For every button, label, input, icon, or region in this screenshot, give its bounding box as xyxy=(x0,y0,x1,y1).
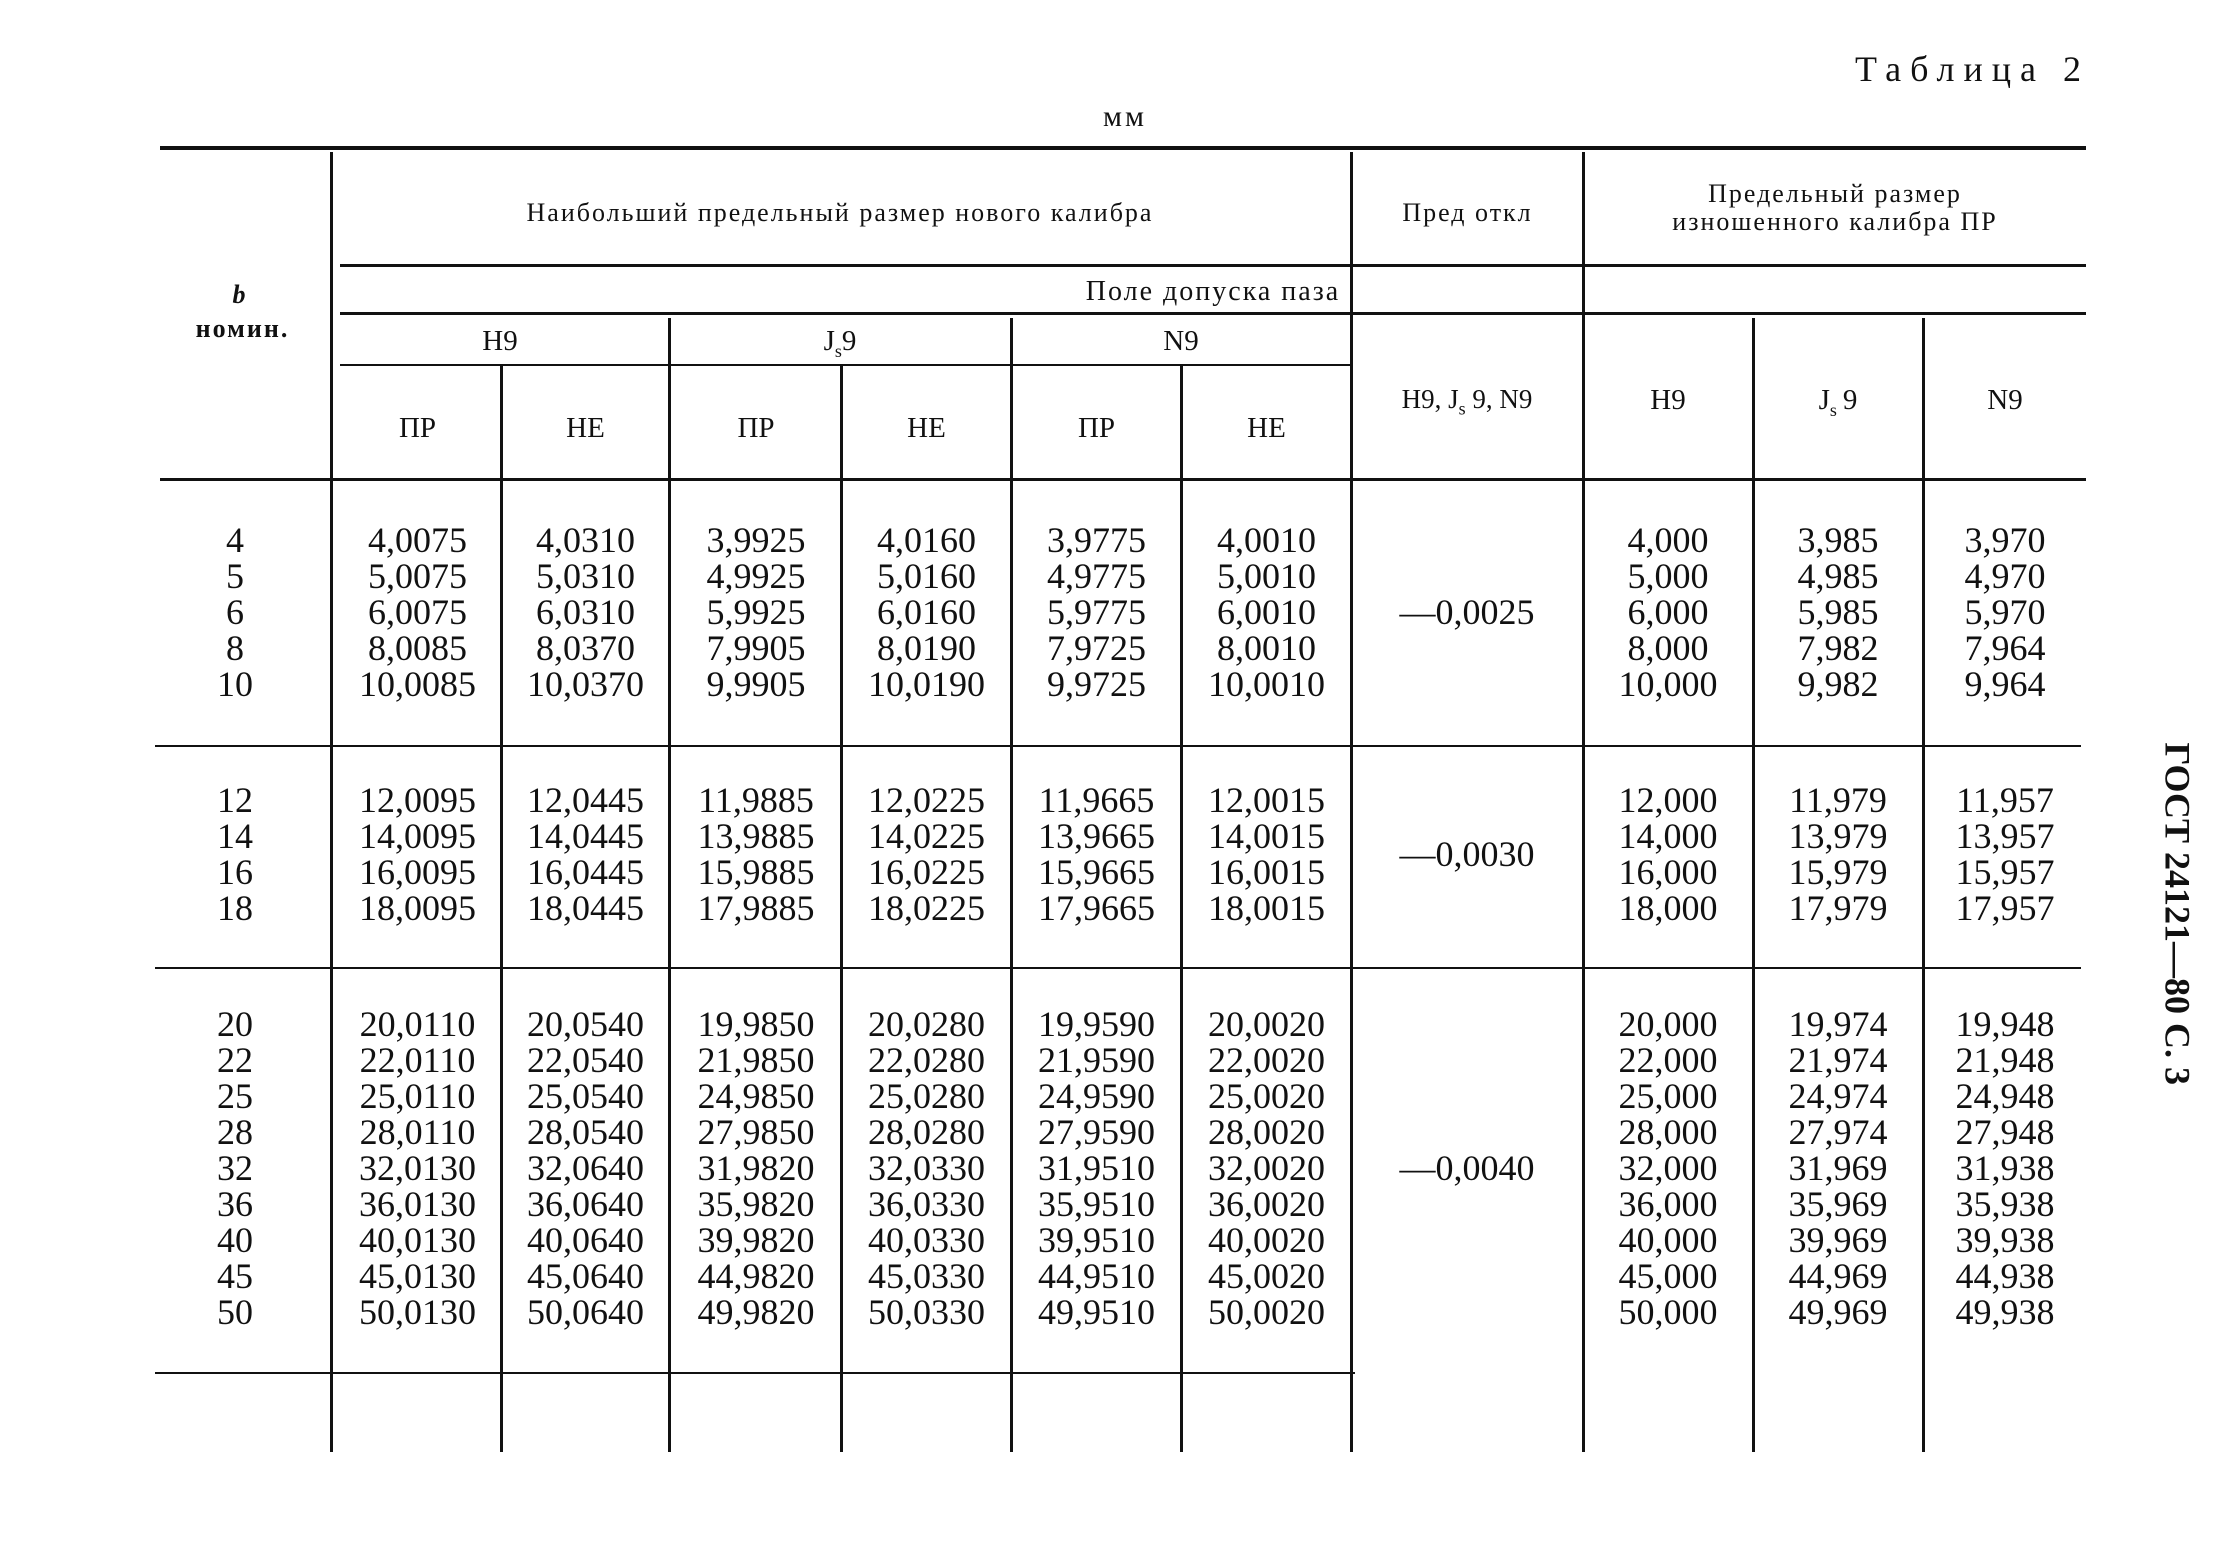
b-nominal-header: номин. xyxy=(195,314,290,343)
table-cell: 39,9510 xyxy=(1038,1220,1155,1260)
table-cell: 21,9590 xyxy=(1038,1040,1155,1080)
table-cell: 14,0095 xyxy=(359,816,476,856)
table-cell: 4,970 xyxy=(1964,556,2046,596)
table-cell: 4,000 xyxy=(1627,520,1709,560)
column-h9-go xyxy=(335,782,500,926)
table-cell: 3,9775 xyxy=(1047,520,1146,560)
table-cell: 8,000 xyxy=(1627,628,1709,668)
table-cell: 9,982 xyxy=(1797,664,1879,704)
table-cell: 22,0280 xyxy=(868,1040,985,1080)
table-cell: 17,9665 xyxy=(1038,888,1155,928)
table-cell: 10,000 xyxy=(1618,664,1718,704)
combined-tolerance-header: H9, $J_s$ 9, N9 xyxy=(1401,384,1533,419)
table-cell: 6,000 xyxy=(1627,592,1709,632)
table-cell: 32,0130 xyxy=(359,1148,476,1188)
table-cell: 36,000 xyxy=(1618,1184,1718,1224)
table-cell: 20,0110 xyxy=(359,1004,476,1044)
table-cell: 25,0280 xyxy=(868,1076,985,1116)
col-divider-2 xyxy=(668,318,671,1452)
table-cell: 12,0015 xyxy=(1208,780,1325,820)
table-cell: 20,000 xyxy=(1618,1004,1718,1044)
table-cell: 16,0015 xyxy=(1208,852,1325,892)
table-cell: 9,964 xyxy=(1964,664,2046,704)
table-cell: 5,9925 xyxy=(706,592,806,632)
table-cell: 13,9885 xyxy=(697,816,815,856)
table-cell: 18,0445 xyxy=(527,888,644,928)
top-rule xyxy=(160,146,2086,150)
column-h9-go xyxy=(335,1006,500,1330)
column-worn-n9 xyxy=(1924,782,2086,926)
table-cell: 12,000 xyxy=(1618,780,1718,820)
table-cell: 31,938 xyxy=(1955,1148,2055,1188)
table-cell: 10,0370 xyxy=(527,664,644,704)
table-cell: 40,000 xyxy=(1618,1220,1718,1260)
js9-nogo-header: НЕ xyxy=(907,412,946,444)
column-n9-nogo xyxy=(1183,782,1350,926)
table-cell: 35,9820 xyxy=(697,1184,815,1224)
table-cell: 36 xyxy=(217,1184,253,1224)
table-cell: 7,982 xyxy=(1797,628,1879,668)
table-cell: 40,0020 xyxy=(1208,1220,1325,1260)
column-h9-nogo xyxy=(503,782,668,926)
units-label: мм xyxy=(1103,100,1147,133)
table-cell: 10,0010 xyxy=(1208,664,1325,704)
table-cell: 17,9885 xyxy=(697,888,815,928)
table-cell: 19,948 xyxy=(1955,1004,2055,1044)
table-cell: 36,0020 xyxy=(1208,1184,1325,1224)
table-cell: 9,9905 xyxy=(706,664,806,704)
worn-gauge-header-line2: изношенного калибра ПР xyxy=(1672,207,1998,236)
table-cell: 32,000 xyxy=(1618,1148,1718,1188)
table-cell: 44,969 xyxy=(1788,1256,1888,1296)
table-cell: 7,964 xyxy=(1964,628,2046,668)
column-n9-go xyxy=(1013,782,1180,926)
table-cell: 25,0540 xyxy=(527,1076,644,1116)
table-cell: 14,0225 xyxy=(868,816,985,856)
header-rule-3 xyxy=(340,364,1350,366)
table-cell: 36,0330 xyxy=(868,1184,985,1224)
column-b xyxy=(170,522,300,702)
group-rule-1 xyxy=(155,745,2081,747)
table-cell: 8 xyxy=(226,628,244,668)
column-worn-n9 xyxy=(1924,522,2086,702)
h9-nogo-header: НЕ xyxy=(566,412,605,444)
table-cell: 44,9510 xyxy=(1038,1256,1155,1296)
table-cell: 4 xyxy=(226,520,244,560)
table-cell: 5,0310 xyxy=(536,556,635,596)
table-cell: 20,0540 xyxy=(527,1004,644,1044)
column-h9-nogo xyxy=(503,522,668,702)
col-divider-6 xyxy=(1350,152,1353,1452)
worn-h9-header: H9 xyxy=(1650,384,1686,416)
table-cell: 20,0280 xyxy=(868,1004,985,1044)
table-cell: 28,0110 xyxy=(359,1112,476,1152)
table-cell: 36,0130 xyxy=(359,1184,476,1224)
table-cell: 40,0130 xyxy=(359,1220,476,1260)
table-cell: 28,0020 xyxy=(1208,1112,1325,1152)
table-cell: 16,000 xyxy=(1618,852,1718,892)
h9-group-header: H9 xyxy=(482,325,518,357)
table-cell: 15,957 xyxy=(1955,852,2055,892)
table-cell: 21,974 xyxy=(1788,1040,1888,1080)
table-cell: 5,970 xyxy=(1964,592,2046,632)
column-worn-js9 xyxy=(1754,782,1922,926)
table-cell: 13,9665 xyxy=(1038,816,1155,856)
table-label: Таблица 2 xyxy=(1855,49,2090,89)
table-cell: 14,0015 xyxy=(1208,816,1325,856)
table-cell: 28,000 xyxy=(1618,1112,1718,1152)
table-cell: 50,0330 xyxy=(868,1292,985,1332)
table-cell: 35,969 xyxy=(1788,1184,1888,1224)
table-cell: 45,0130 xyxy=(359,1256,476,1296)
table-cell: 5,000 xyxy=(1627,556,1709,596)
column-n9-go xyxy=(1013,1006,1180,1330)
document-side-label: ГОСТ 24121—80 С. 3 xyxy=(2157,742,2197,1085)
column-js9-nogo xyxy=(843,1006,1010,1330)
worn-gauge-header xyxy=(1590,180,2080,236)
table-cell: 24,974 xyxy=(1788,1076,1888,1116)
table-cell: 20 xyxy=(217,1004,253,1044)
column-worn-h9 xyxy=(1584,782,1752,926)
table-cell: 8,0190 xyxy=(877,628,976,668)
table-cell: 16 xyxy=(217,852,253,892)
table-cell: 50,0640 xyxy=(527,1292,644,1332)
table-cell: 24,9850 xyxy=(697,1076,815,1116)
table-cell: 5,0075 xyxy=(368,556,467,596)
table-cell: 6,0160 xyxy=(877,592,976,632)
table-cell: 32,0640 xyxy=(527,1148,644,1188)
limit-deviation-header: Пред откл xyxy=(1402,198,1533,227)
limit-deviation-value: —0,0025 xyxy=(1399,592,1535,632)
table-cell: 11,9665 xyxy=(1038,780,1155,820)
column-n9-go xyxy=(1013,522,1180,702)
table-cell: 31,9510 xyxy=(1038,1148,1155,1188)
table-cell: 7,9725 xyxy=(1047,628,1146,668)
header-rule-1 xyxy=(340,264,2086,267)
h9-go-header: ПР xyxy=(398,412,437,444)
table-cell: 8,0010 xyxy=(1217,628,1316,668)
table-cell: 15,979 xyxy=(1788,852,1888,892)
table-cell: 35,9510 xyxy=(1038,1184,1155,1224)
table-cell: 13,979 xyxy=(1788,816,1888,856)
header-bottom-rule xyxy=(160,478,2086,481)
limit-deviation-value: —0,0030 xyxy=(1399,834,1535,874)
table-cell: 21,948 xyxy=(1955,1040,2055,1080)
table-cell: 12,0225 xyxy=(868,780,985,820)
table-cell: 36,0640 xyxy=(527,1184,644,1224)
table-cell: 12 xyxy=(217,780,253,820)
table-cell: 45,0020 xyxy=(1208,1256,1325,1296)
js9-go-header: ПР xyxy=(737,412,775,444)
col-divider-b xyxy=(330,152,333,1452)
table-cell: 28 xyxy=(217,1112,253,1152)
worn-n9-header: N9 xyxy=(1987,384,2023,416)
table-cell: 32 xyxy=(217,1148,253,1188)
table-cell: 14 xyxy=(217,816,253,856)
table-cell: 5,9775 xyxy=(1047,592,1146,632)
table-cell: 4,9925 xyxy=(706,556,806,596)
table-cell: 22,0020 xyxy=(1208,1040,1325,1080)
table-cell: 12,0445 xyxy=(527,780,644,820)
table-cell: 18,0095 xyxy=(359,888,476,928)
table-cell: 4,0075 xyxy=(368,520,467,560)
table-cell: 10 xyxy=(217,664,253,704)
worn-gauge-header-line1: Предельный размер xyxy=(1708,179,1962,208)
table-cell: 25,0020 xyxy=(1208,1076,1325,1116)
table-cell: 6,0310 xyxy=(536,592,635,632)
table-cell: 50,0130 xyxy=(359,1292,476,1332)
limit-deviation-value: —0,0040 xyxy=(1399,1148,1535,1188)
column-worn-js9 xyxy=(1754,1006,1922,1330)
table-cell: 45,0640 xyxy=(527,1256,644,1296)
column-b xyxy=(170,782,300,926)
table-cell: 49,9820 xyxy=(697,1292,815,1332)
column-js9-go xyxy=(672,1006,840,1330)
table-cell: 7,9905 xyxy=(706,628,806,668)
n9-go-header: ПР xyxy=(1077,412,1116,444)
table-cell: 27,974 xyxy=(1788,1112,1888,1152)
table-cell: 17,979 xyxy=(1788,888,1888,928)
table-cell: 40,0640 xyxy=(527,1220,644,1260)
table-cell: 45,0330 xyxy=(868,1256,985,1296)
table-cell: 3,9925 xyxy=(706,520,806,560)
table-cell: 44,9820 xyxy=(697,1256,815,1296)
column-n9-nogo xyxy=(1183,1006,1350,1330)
table-cell: 44,938 xyxy=(1955,1256,2055,1296)
column-n9-nogo xyxy=(1183,522,1350,702)
table-cell: 31,969 xyxy=(1788,1148,1888,1188)
table-cell: 6,0010 xyxy=(1217,592,1316,632)
table-cell: 18 xyxy=(217,888,253,928)
table-cell: 16,0095 xyxy=(359,852,476,892)
table-cell: 4,0160 xyxy=(877,520,976,560)
table-cell: 35,938 xyxy=(1955,1184,2055,1224)
table-cell: 4,0010 xyxy=(1217,520,1316,560)
column-worn-n9 xyxy=(1924,1006,2086,1330)
table-cell: 20,0020 xyxy=(1208,1004,1325,1044)
table-cell: 14,0445 xyxy=(527,816,644,856)
table-cell: 45 xyxy=(217,1256,253,1296)
column-js9-nogo xyxy=(843,522,1010,702)
table-cell: 9,9725 xyxy=(1047,664,1146,704)
table-cell: 50,000 xyxy=(1618,1292,1718,1332)
table-cell: 5 xyxy=(226,556,244,596)
table-cell: 24,9590 xyxy=(1038,1076,1155,1116)
table-cell: 15,9885 xyxy=(697,852,815,892)
table-cell: 25,000 xyxy=(1618,1076,1718,1116)
table-cell: 27,948 xyxy=(1955,1112,2055,1152)
table-cell: 8,0370 xyxy=(536,628,635,668)
table-cell: 32,0330 xyxy=(868,1148,985,1188)
table-cell: 10,0085 xyxy=(359,664,476,704)
table-cell: 27,9590 xyxy=(1038,1112,1155,1152)
table-cell: 39,969 xyxy=(1788,1220,1888,1260)
group-rule-2 xyxy=(155,967,2081,969)
table-cell: 12,0095 xyxy=(359,780,476,820)
table-cell: 5,0160 xyxy=(877,556,976,596)
table-cell: 6 xyxy=(226,592,244,632)
table-cell: 5,0010 xyxy=(1217,556,1316,596)
n9-nogo-header: НЕ xyxy=(1247,412,1286,444)
table-cell: 3,985 xyxy=(1797,520,1879,560)
column-h9-go xyxy=(335,522,500,702)
table-cell: 22,0110 xyxy=(359,1040,476,1080)
js9-group-header: $J_s9$ xyxy=(823,325,857,361)
table-cell: 14,000 xyxy=(1618,816,1718,856)
table-cell: 50,0020 xyxy=(1208,1292,1325,1332)
table-cell: 22,0540 xyxy=(527,1040,644,1080)
column-worn-js9 xyxy=(1754,522,1922,702)
column-b xyxy=(170,1006,300,1330)
table-cell: 40 xyxy=(217,1220,253,1260)
slot-tolerance-header: Поле допуска паза xyxy=(1085,276,1341,307)
column-js9-go xyxy=(672,782,840,926)
table-cell: 18,0225 xyxy=(868,888,985,928)
table-cell: 11,979 xyxy=(1789,780,1887,820)
table-cell: 19,9850 xyxy=(697,1004,815,1044)
table-cell: 19,974 xyxy=(1788,1004,1888,1044)
table-cell: 28,0540 xyxy=(527,1112,644,1152)
column-js9-go xyxy=(672,522,840,702)
table-cell: 25,0110 xyxy=(359,1076,476,1116)
column-worn-h9 xyxy=(1584,522,1752,702)
table-cell: 18,0015 xyxy=(1208,888,1325,928)
table-cell: 28,0280 xyxy=(868,1112,985,1152)
column-worn-h9 xyxy=(1584,1006,1752,1330)
table-cell: 8,0085 xyxy=(368,628,467,668)
table-cell: 16,0225 xyxy=(868,852,985,892)
table-cell: 13,957 xyxy=(1955,816,2055,856)
n9-group-header: N9 xyxy=(1163,325,1199,357)
table-cell: 4,9775 xyxy=(1047,556,1146,596)
table-cell: 49,9510 xyxy=(1038,1292,1155,1332)
table-cell: 17,957 xyxy=(1955,888,2055,928)
table-cell: 32,0020 xyxy=(1208,1148,1325,1188)
table-cell: 49,938 xyxy=(1955,1292,2055,1332)
table-cell: 31,9820 xyxy=(697,1148,815,1188)
table-cell: 15,9665 xyxy=(1038,852,1155,892)
table-cell: 3,970 xyxy=(1964,520,2046,560)
table-cell: 19,9590 xyxy=(1038,1004,1155,1044)
column-js9-nogo xyxy=(843,782,1010,926)
table-cell: 24,948 xyxy=(1955,1076,2055,1116)
table-cell: 16,0445 xyxy=(527,852,644,892)
new-gauge-header: Наибольший предельный размер нового калибра xyxy=(526,198,1154,227)
table-cell: 40,0330 xyxy=(868,1220,985,1260)
table-cell: 10,0190 xyxy=(868,664,985,704)
table-cell: 6,0075 xyxy=(368,592,467,632)
table-cell: 50 xyxy=(217,1292,253,1332)
table-cell: 25 xyxy=(217,1076,253,1116)
table-cell: 5,985 xyxy=(1797,592,1879,632)
table-cell: 4,0310 xyxy=(536,520,635,560)
table-cell: 49,969 xyxy=(1788,1292,1888,1332)
table-cell: 22 xyxy=(217,1040,253,1080)
table-cell: 11,957 xyxy=(1956,780,2054,820)
table-cell: 39,938 xyxy=(1955,1220,2055,1260)
column-h9-nogo xyxy=(503,1006,668,1330)
table-cell: 21,9850 xyxy=(697,1040,815,1080)
b-symbol: b xyxy=(232,280,248,309)
table-cell: 18,000 xyxy=(1618,888,1718,928)
group-rule-3 xyxy=(155,1372,1355,1374)
table-cell: 11,9885 xyxy=(698,780,814,820)
table-cell: 4,985 xyxy=(1797,556,1879,596)
table-cell: 27,9850 xyxy=(697,1112,815,1152)
table-cell: 39,9820 xyxy=(697,1220,815,1260)
header-rule-2 xyxy=(340,312,2086,315)
worn-js9-header: $J_s$ 9 xyxy=(1818,384,1858,420)
table-cell: 22,000 xyxy=(1618,1040,1718,1080)
table-cell: 45,000 xyxy=(1618,1256,1718,1296)
